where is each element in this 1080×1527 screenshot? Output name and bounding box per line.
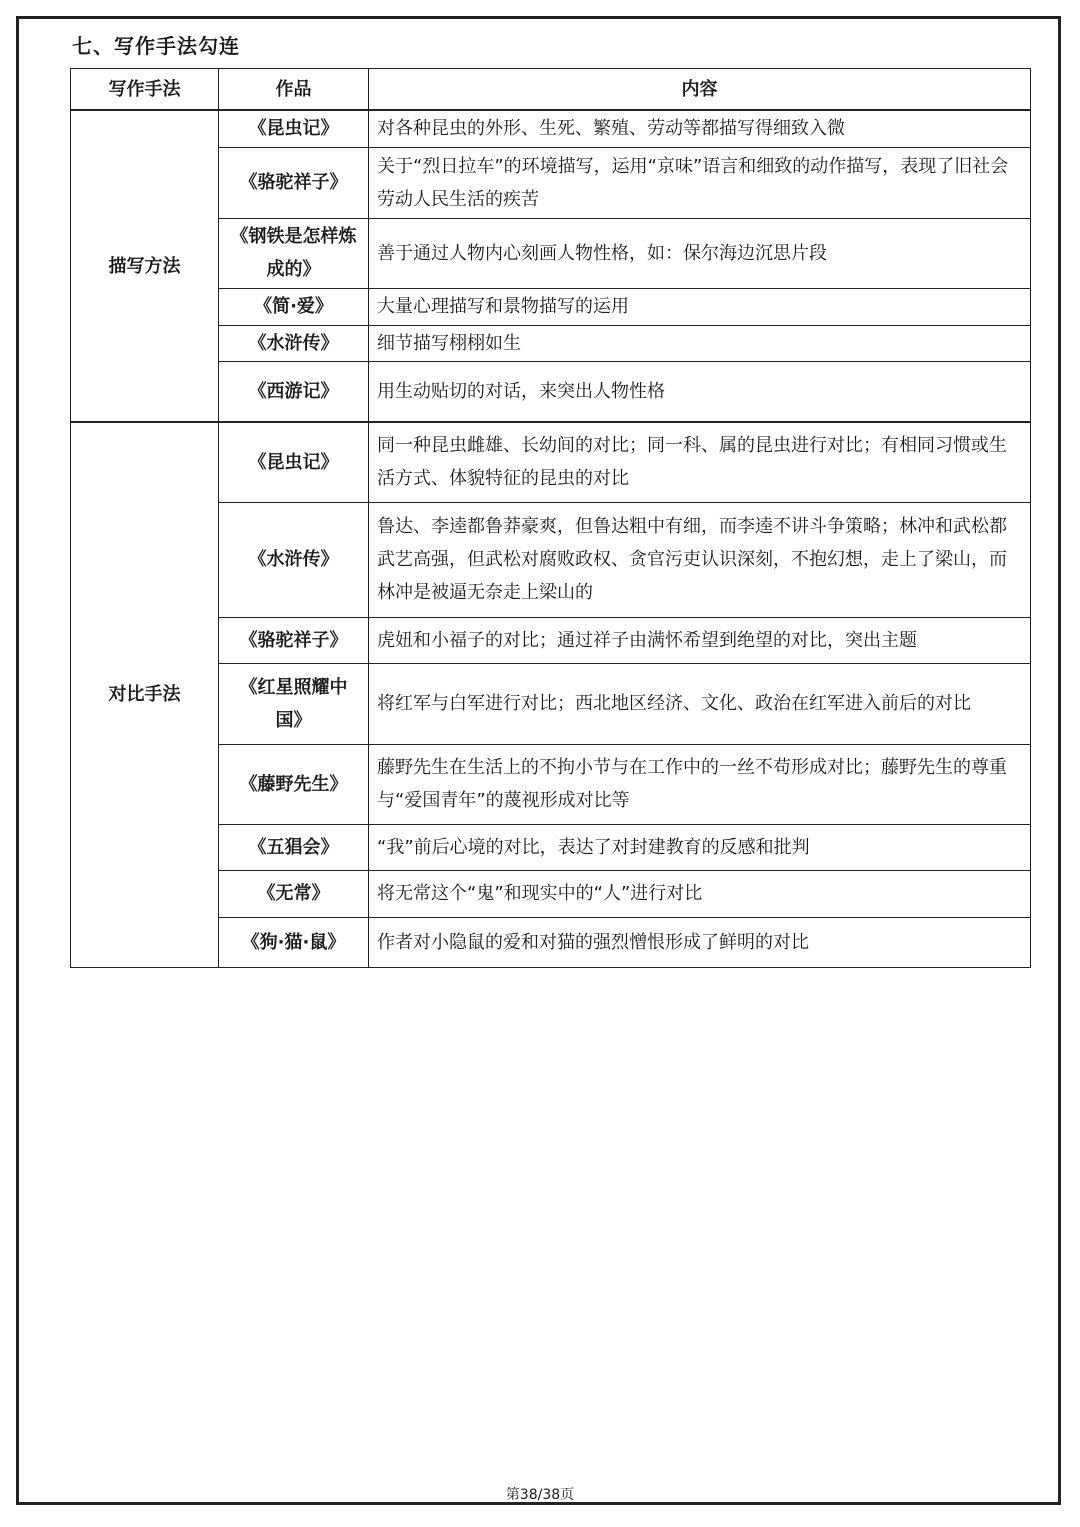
content-cell: 用生动贴切的对话，来突出人物性格 [369,361,1031,422]
header-work: 作品 [219,69,369,111]
content-cell: 将无常这个“鬼”和现实中的“人”进行对比 [369,870,1031,917]
table-header-row [71,69,1031,111]
table-row [71,110,1031,147]
writing-technique-table [70,68,1031,968]
content-cell: 关于“烈日拉车”的环境描写，运用“京味”语言和细致的动作描写，表现了旧社会劳动人民生活的疾苦 [369,147,1031,218]
header-content: 内容 [369,69,1031,111]
work-cell: 《无常》 [219,870,369,917]
content-cell: 善于通过人物内心刻画人物性格，如：保尔海边沉思片段 [369,218,1031,288]
content-cell: 藤野先生在生活上的不拘小节与在工作中的一丝不苟形成对比；藤野先生的尊重与“爱国青年”的蔑视形成对比等 [369,744,1031,824]
work-cell: 《钢铁是怎样炼成的》 [219,218,369,288]
work-cell: 《昆虫记》 [219,110,369,147]
content-cell: 细节描写栩栩如生 [369,325,1031,361]
header-technique: 写作手法 [71,69,219,111]
technique-cell: 描写方法 [71,110,219,422]
page-number: 第38/38页 [505,1487,575,1503]
content-cell: 将红军与白军进行对比；西北地区经济、文化、政治在红军进入前后的对比 [369,663,1031,744]
content-cell: 作者对小隐鼠的爱和对猫的强烈憎恨形成了鲜明的对比 [369,917,1031,967]
work-cell: 《狗·猫·鼠》 [219,917,369,967]
content-cell: “我”前后心境的对比，表达了对封建教育的反感和批判 [369,824,1031,870]
work-cell: 《红星照耀中国》 [219,663,369,744]
section-title: 七、写作手法勾连 [72,34,240,58]
work-cell: 《五猖会》 [219,824,369,870]
work-cell: 《水浒传》 [219,502,369,617]
work-cell: 《水浒传》 [219,325,369,361]
content-cell: 同一种昆虫雌雄、长幼间的对比；同一科、属的昆虫进行对比；有相同习惯或生活方式、体貌特征的昆虫的对比 [369,422,1031,502]
work-cell: 《简·爱》 [219,288,369,325]
work-cell: 《骆驼祥子》 [219,617,369,663]
content-cell: 大量心理描写和景物描写的运用 [369,288,1031,325]
work-cell: 《西游记》 [219,361,369,422]
content-cell: 虎妞和小福子的对比；通过祥子由满怀希望到绝望的对比，突出主题 [369,617,1031,663]
content-cell: 对各种昆虫的外形、生死、繁殖、劳动等都描写得细致入微 [369,110,1031,147]
content-cell: 鲁达、李逵都鲁莽豪爽，但鲁达粗中有细，而李逵不讲斗争策略；林冲和武松都武艺高强，但武松对腐败政权、贪官污吏认识深刻，不抱幻想，走上了梁山，而林冲是被逼无奈走上梁山的 [369,502,1031,617]
work-cell: 《昆虫记》 [219,422,369,502]
technique-cell: 对比手法 [71,422,219,967]
work-cell: 《藤野先生》 [219,744,369,824]
work-cell: 《骆驼祥子》 [219,147,369,218]
table-row [71,422,1031,502]
